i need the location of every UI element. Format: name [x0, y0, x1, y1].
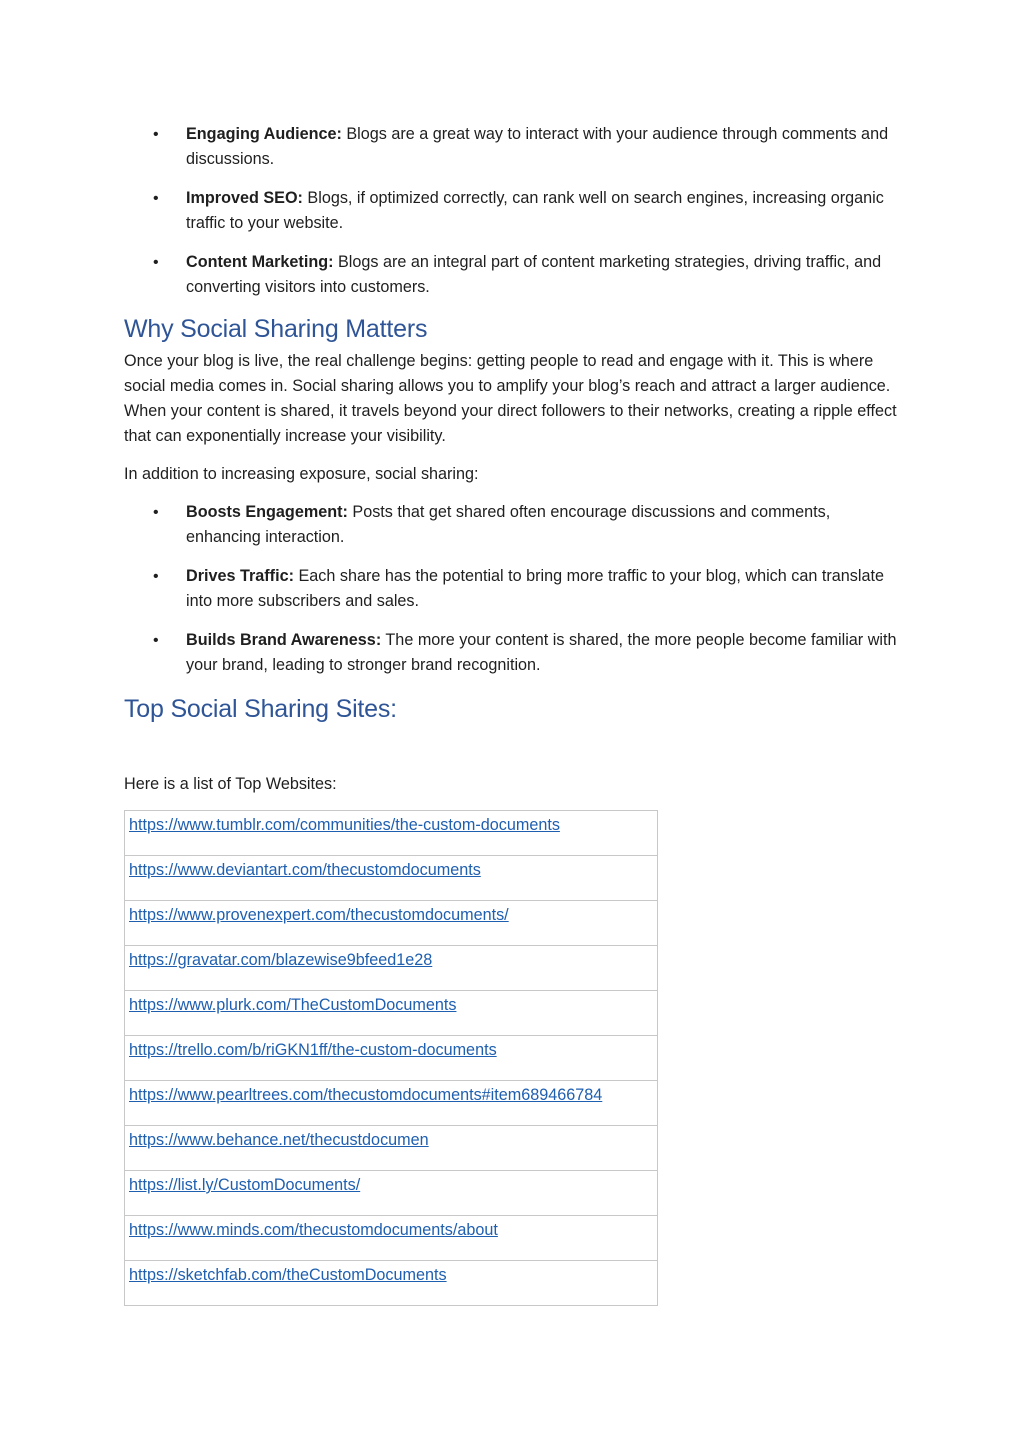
bullet-text: Posts that get shared often encourage discussions and comments, enhancing interaction.	[186, 503, 831, 546]
table-cell	[125, 1126, 658, 1171]
table-cell	[125, 946, 658, 991]
list-item	[124, 564, 904, 614]
bullet-text: Blogs, if optimized correctly, can rank well on search engines, increasing organic traffic to your website.	[186, 189, 884, 232]
table-row	[125, 1081, 658, 1126]
list-item	[124, 500, 904, 550]
social-sharing-benefits-list	[124, 500, 904, 678]
table-row	[125, 1171, 658, 1216]
list-item	[124, 186, 904, 236]
list-item	[124, 628, 904, 678]
bullet-term: Content Marketing:	[186, 253, 334, 271]
bullet-term: Improved SEO:	[186, 189, 303, 207]
bullet-term: Drives Traffic:	[186, 567, 294, 585]
bullet-term: Builds Brand Awareness:	[186, 631, 382, 649]
table-cell	[125, 1036, 658, 1081]
table-row	[125, 991, 658, 1036]
table-row	[125, 1216, 658, 1261]
section-heading-why-social-sharing: Why Social Sharing Matters	[124, 315, 428, 343]
table-cell	[125, 1171, 658, 1216]
table-row	[125, 1036, 658, 1081]
addition-paragraph: In addition to increasing exposure, social sharing:	[124, 465, 479, 483]
benefits-list	[124, 122, 904, 300]
document-content	[124, 122, 904, 1306]
site-link[interactable]: https://www.pearltrees.com/thecustomdocuments#item689466784	[129, 1086, 603, 1104]
table-cell	[125, 811, 658, 856]
site-link[interactable]: https://www.behance.net/thecustdocumen	[129, 1131, 429, 1149]
table-row	[125, 1261, 658, 1306]
list-item	[124, 122, 904, 172]
site-link[interactable]: https://gravatar.com/blazewise9bfeed1e28	[129, 951, 433, 969]
site-link[interactable]: https://www.deviantart.com/thecustomdocuments	[129, 861, 481, 879]
table-row	[125, 856, 658, 901]
table-cell	[125, 1216, 658, 1261]
why-intro-paragraph: Once your blog is live, the real challenge begins: getting people to read and engage with it. This is where social media comes in. Social sharing allows you to amplify your blog’s reach and attract a larger audience. When your content is shared, it travels beyond your direct followers to their networks, creating a ripple effect that can exponentially increase your visibility.	[124, 352, 897, 445]
table-cell	[125, 856, 658, 901]
list-item	[124, 250, 904, 300]
site-link[interactable]: https://sketchfab.com/theCustomDocuments	[129, 1266, 447, 1284]
table-cell	[125, 1081, 658, 1126]
table-row	[125, 901, 658, 946]
links-table	[124, 810, 658, 1306]
bullet-text: The more your content is shared, the more people become familiar with your brand, leading to stronger brand recognition.	[186, 631, 897, 674]
site-link[interactable]: https://www.provenexpert.com/thecustomdocuments/	[129, 906, 509, 924]
site-link[interactable]: https://www.plurk.com/TheCustomDocuments	[129, 996, 457, 1014]
site-link[interactable]: https://list.ly/CustomDocuments/	[129, 1176, 361, 1194]
bullet-text: Each share has the potential to bring more traffic to your blog, which can translate into more subscribers and sales.	[186, 567, 884, 610]
site-link[interactable]: https://www.tumblr.com/communities/the-custom-documents	[129, 816, 560, 834]
table-row	[125, 1126, 658, 1171]
table-cell	[125, 991, 658, 1036]
table-cell	[125, 1261, 658, 1306]
bullet-text: Blogs are an integral part of content marketing strategies, driving traffic, and converting visitors into customers.	[186, 253, 882, 296]
section-heading-top-sites: Top Social Sharing Sites:	[124, 695, 397, 723]
bullet-term: Boosts Engagement:	[186, 503, 348, 521]
list-intro-paragraph: Here is a list of Top Websites:	[124, 775, 337, 793]
table-row	[125, 946, 658, 991]
bullet-text: Blogs are a great way to interact with your audience through comments and discussions.	[186, 125, 889, 168]
bullet-term: Engaging Audience:	[186, 125, 342, 143]
site-link[interactable]: https://www.minds.com/thecustomdocuments/about	[129, 1221, 498, 1239]
table-cell	[125, 901, 658, 946]
site-link[interactable]: https://trello.com/b/riGKN1ff/the-custom-documents	[129, 1041, 497, 1059]
table-row	[125, 811, 658, 856]
